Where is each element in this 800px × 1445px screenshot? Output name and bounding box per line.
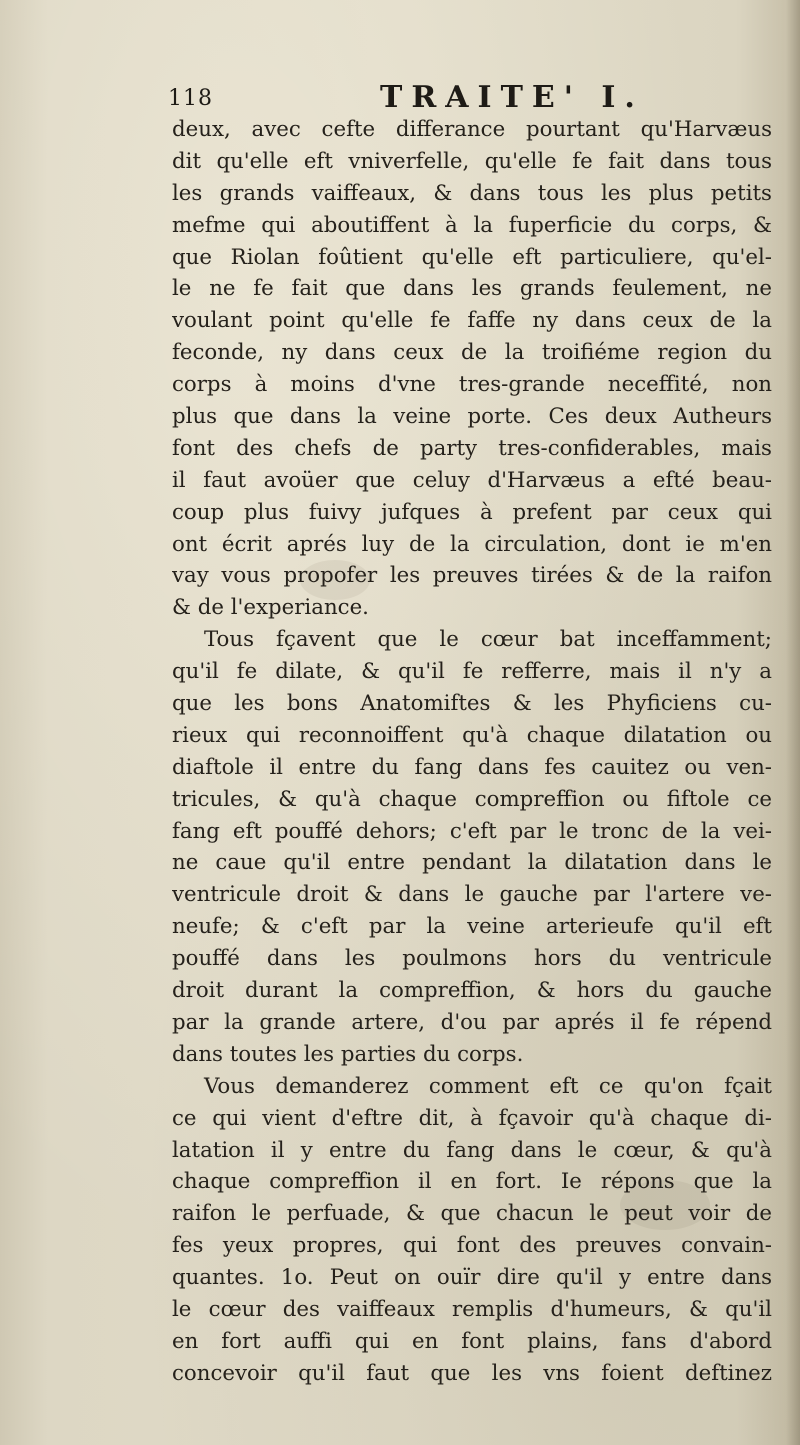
text-line: le ne fe fait que dans les grands feulement, ne (172, 276, 772, 302)
text-line: que les bons Anatomiftes & les Phyficiens cu- (172, 691, 772, 717)
text-line: deux, avec cefte differance pourtant qu'Harvæus (172, 117, 772, 142)
text-line: en fort auffi qui en font plains, fans d'abord (172, 1328, 772, 1354)
text-line: corps à moins d'vne tres-grande neceffité, non (172, 372, 772, 398)
text-line: diaftole il entre du fang dans fes cauitez ou ven- (172, 754, 772, 780)
text-line: ventricule droit & dans le gauche par l'artere ve- (172, 882, 772, 908)
running-head: TRAITE' I. (380, 80, 644, 115)
page-header (168, 80, 768, 116)
text-line: & de l'experiance. (172, 595, 369, 621)
text-line: dit qu'elle eft vniverfelle, qu'elle fe fait dans tous (172, 148, 772, 174)
text-line: quantes. 1o. Peut on ouïr dire qu'il y entre dans (172, 1265, 772, 1291)
text-line: tricules, & qu'à chaque compreffion ou fiftole ce (172, 786, 772, 812)
text-line: rieux qui reconnoiffent qu'à chaque dilatation ou (172, 722, 772, 748)
text-line: que Riolan foûtient qu'elle eft particuliere, qu'el- (172, 244, 772, 270)
text-line: feconde, ny dans ceux de la troifiéme region du (172, 340, 772, 366)
text-line: fes yeux propres, qui font des preuves convain- (172, 1233, 772, 1259)
text-line: raifon le perfuade, & que chacun le peut voir de (172, 1201, 772, 1227)
text-line: vay vous propofer les preuves tirées & de la raifon (172, 563, 772, 589)
text-line: font des chefs de party tres-confiderables, mais (172, 435, 772, 461)
text-line: neufe; & c'eft par la veine arterieufe qu'il eft (172, 914, 772, 940)
text-line: les grands vaiffeaux, & dans tous les plus petits (172, 180, 772, 206)
page-number: 118 (168, 86, 213, 111)
text-line: coup plus fuivy jufques à prefent par ceux qui (172, 499, 772, 525)
paragraph-start-line: Tous fçavent que le cœur bat inceffamment; (204, 627, 772, 653)
text-line: mefme qui aboutiffent à la fuperficie du corps, & (172, 212, 772, 238)
text-line: pouffé dans les poulmons hors du ventricule (172, 946, 772, 972)
text-line: ne caue qu'il entre pendant la dilatation dans le (172, 850, 772, 876)
text-line: dans toutes les parties du corps. (172, 1041, 524, 1067)
page-edge-shadow (786, 0, 800, 1445)
text-line: fang eft pouffé dehors; c'eft par le tronc de la vei- (172, 818, 772, 844)
text-line: voulant point qu'elle fe faffe ny dans ceux de la (172, 308, 772, 334)
paragraph-start-line: Vous demanderez comment eft ce qu'on fçait (204, 1073, 772, 1099)
text-line: plus que dans la veine porte. Ces deux Autheurs (172, 404, 772, 430)
text-line: latation il y entre du fang dans le cœur, & qu'à (172, 1137, 772, 1163)
text-line: concevoir qu'il faut que les vns foient deftinez (172, 1360, 772, 1386)
text-line: le cœur des vaiffeaux remplis d'humeurs, & qu'il (172, 1296, 772, 1322)
text-line: il faut avoüer que celuy d'Harvæus a efté beau- (172, 467, 772, 493)
text-line: ont écrit aprés luy de la circulation, dont ie m'en (172, 531, 772, 557)
text-line: par la grande artere, d'ou par aprés il fe répend (172, 1009, 772, 1035)
text-line: qu'il fe dilate, & qu'il fe refferre, mais il n'y a (172, 659, 772, 685)
text-line: chaque compreffion il en fort. Ie répons que la (172, 1169, 772, 1195)
body-text (172, 114, 772, 1390)
text-line: droit durant la compreffion, & hors du gauche (172, 978, 772, 1004)
text-line: ce qui vient d'eftre dit, à fçavoir qu'à chaque di- (172, 1105, 772, 1131)
